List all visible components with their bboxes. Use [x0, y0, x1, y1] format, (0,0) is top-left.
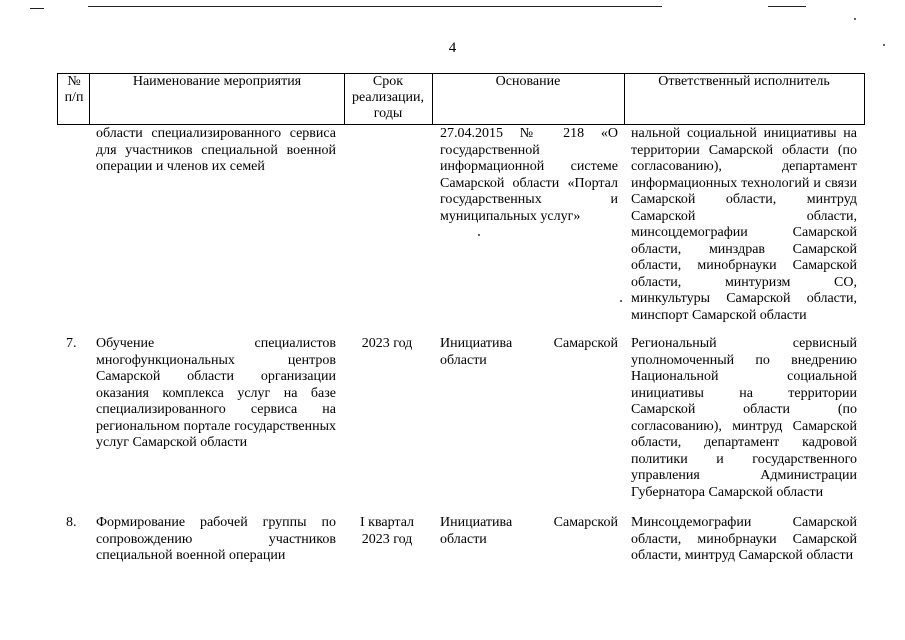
row-num: 7.: [66, 336, 77, 351]
table-border: [864, 73, 865, 124]
header-num: № п/п: [64, 74, 84, 105]
table-border: [57, 124, 865, 125]
scan-line-top-right: [768, 6, 806, 7]
table-border: [624, 73, 625, 124]
row-term: I квартал 2023 год: [359, 515, 415, 547]
row-responsible: Региональный сервисный уполномоченный по внедрению Национальной социальной инициативы на территории Самарской области (по согласованию), минтруд Самарской области, департамент кадровой политики и государственного управления Администрации Губернатора Самарской области: [631, 336, 857, 500]
row-name: Обучение специалистов многофункциональных центров Самарской области организации оказания комплекса услуг на базе специализированного сервиса на региональном портале государственных услуг Самарской области: [96, 336, 336, 450]
row-name: области специализированного сервиса для участников специальной военной операции и членов их семей: [96, 126, 336, 174]
page-number: 4: [448, 40, 457, 56]
row-responsible: Минсоцдемографии Самарской области, минобрнауки Самарской области, минтруд Самарской области: [631, 515, 857, 563]
row-num: 8.: [66, 515, 77, 530]
row-term: 2023 год: [361, 336, 413, 351]
scan-speck: [854, 18, 856, 20]
table-border: [344, 73, 345, 124]
table-border: [89, 73, 90, 124]
header-responsible: Ответственный исполнитель: [658, 74, 830, 89]
scan-speck: [620, 300, 622, 302]
scan-line-top: [88, 6, 662, 7]
scan-line-top-left: [30, 8, 44, 9]
header-basis: Основание: [495, 74, 561, 89]
table-border: [432, 73, 433, 124]
row-basis: Инициатива Самарской области: [440, 515, 618, 547]
header-term: Срок реализации, годы: [352, 74, 424, 121]
row-responsible: нальной социальной инициативы на территории Самарской области (по согласованию), департамент информационных технологий и связи Самарской области, минтруд Самарской области, минсоцдемографии Самарской области, минздрав Самарской области, минобрнауки Самарской области, минтуризм СО, минкультуры Самарской области, минспорт Самарской области: [631, 126, 857, 323]
scan-speck: [478, 234, 480, 236]
header-name: Наименование мероприятия: [132, 74, 302, 89]
row-name: Формирование рабочей группы по сопровождению участников специальной военной операции: [96, 515, 336, 563]
table-border: [57, 73, 58, 124]
row-basis: Инициатива Самарской области: [440, 336, 618, 368]
row-basis: 27.04.2015 № 218 «О государственной информационной системе Самарской области «Портал государственных и муниципальных услуг»: [440, 126, 618, 224]
